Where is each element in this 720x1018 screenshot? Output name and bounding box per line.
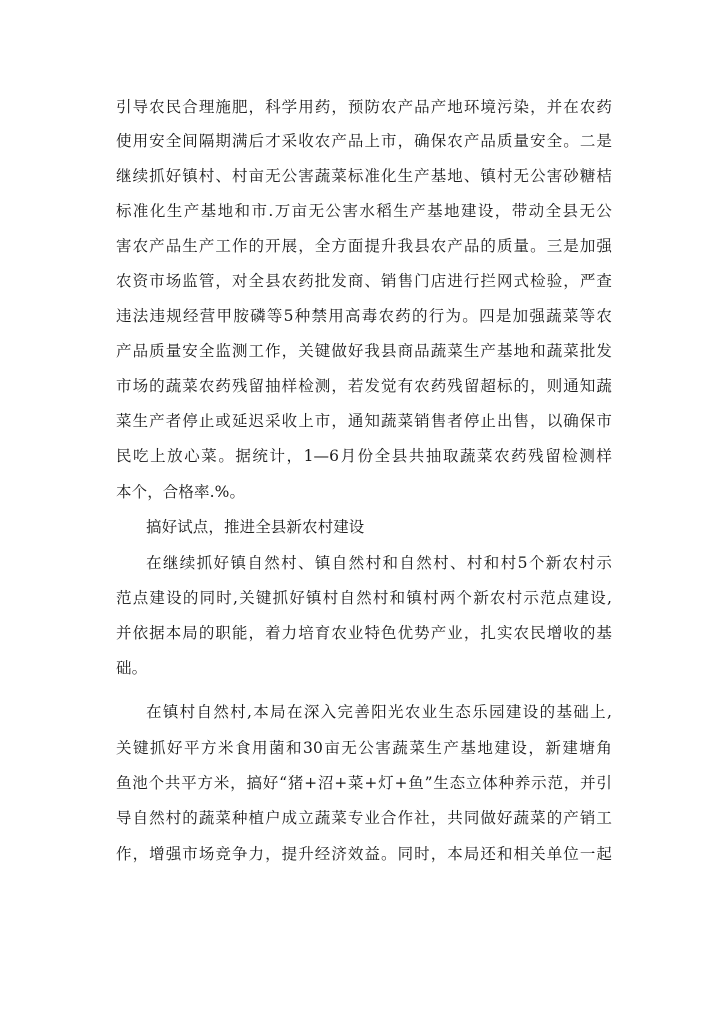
paragraph-line: 本个，合格率.%。	[116, 483, 246, 501]
paragraph-line: 民吃上放心菜。据统计，1—6月份全县共抽取蔬菜农药残留检测样	[116, 447, 612, 465]
paragraph-line: 违法违规经营甲胺磷等5种禁用高毒农药的行为。四是加强蔬菜等农	[116, 307, 612, 325]
paragraph-line: 害农产品生产工作的开展，全方面提升我县农产品的质量。三是加强	[116, 237, 612, 255]
paragraph-line: 作，增强市场竞争力，提升经济效益。同时，本局还和相关单位一起	[116, 845, 612, 863]
paragraph-line: 范点建设的同时,关键抓好镇村自然村和镇村两个新农村示范点建设,	[116, 589, 612, 607]
paragraph-line: 在继续抓好镇自然村、镇自然村和自然村、村和村5个新农村示	[146, 554, 612, 572]
paragraph-line: 市场的蔬菜农药残留抽样检测，若发觉有农药残留超标的，则通知蔬	[116, 377, 612, 395]
paragraph-line: 使用安全间隔期满后才采收农产品上市，确保农产品质量安全。二是	[116, 132, 612, 150]
paragraph-line: 并依据本局的职能，着力培育农业特色优势产业，扎实农民增收的基	[116, 624, 612, 642]
paragraph-line: 鱼池个共平方米，搞好“猪+沼+菜+灯+鱼”生态立体种养示范，并引	[116, 774, 612, 792]
paragraph-line: 引导农民合理施肥，科学用药，预防农产品产地环境污染，并在农药	[116, 98, 612, 116]
paragraph-line: 继续抓好镇村、村亩无公害蔬菜标准化生产基地、镇村无公害砂糖桔	[116, 167, 612, 185]
paragraph-line: 产品质量安全监测工作，关键做好我县商品蔬菜生产基地和蔬菜批发	[116, 342, 612, 360]
paragraph-line: 关键抓好平方米食用菌和30亩无公害蔬菜生产基地建设，新建塘角	[116, 739, 612, 757]
paragraph-line: 导自然村的蔬菜种植户成立蔬菜专业合作社，共同做好蔬菜的产销工	[116, 809, 612, 827]
paragraph-line: 农资市场监管，对全县农药批发商、销售门店进行拦网式检验，严查	[116, 272, 612, 290]
paragraph-line: 菜生产者停止或延迟采收上市，通知蔬菜销售者停止出售，以确保市	[116, 412, 612, 430]
section-heading: 搞好试点，推进全县新农村建设	[146, 518, 365, 536]
paragraph-line: 在镇村自然村,本局在深入完善阳光农业生态乐园建设的基础上,	[146, 703, 612, 721]
paragraph-line: 标准化生产基地和市.万亩无公害水稻生产基地建设，带动全县无公	[116, 202, 612, 220]
paragraph-line: 础。	[116, 659, 148, 677]
